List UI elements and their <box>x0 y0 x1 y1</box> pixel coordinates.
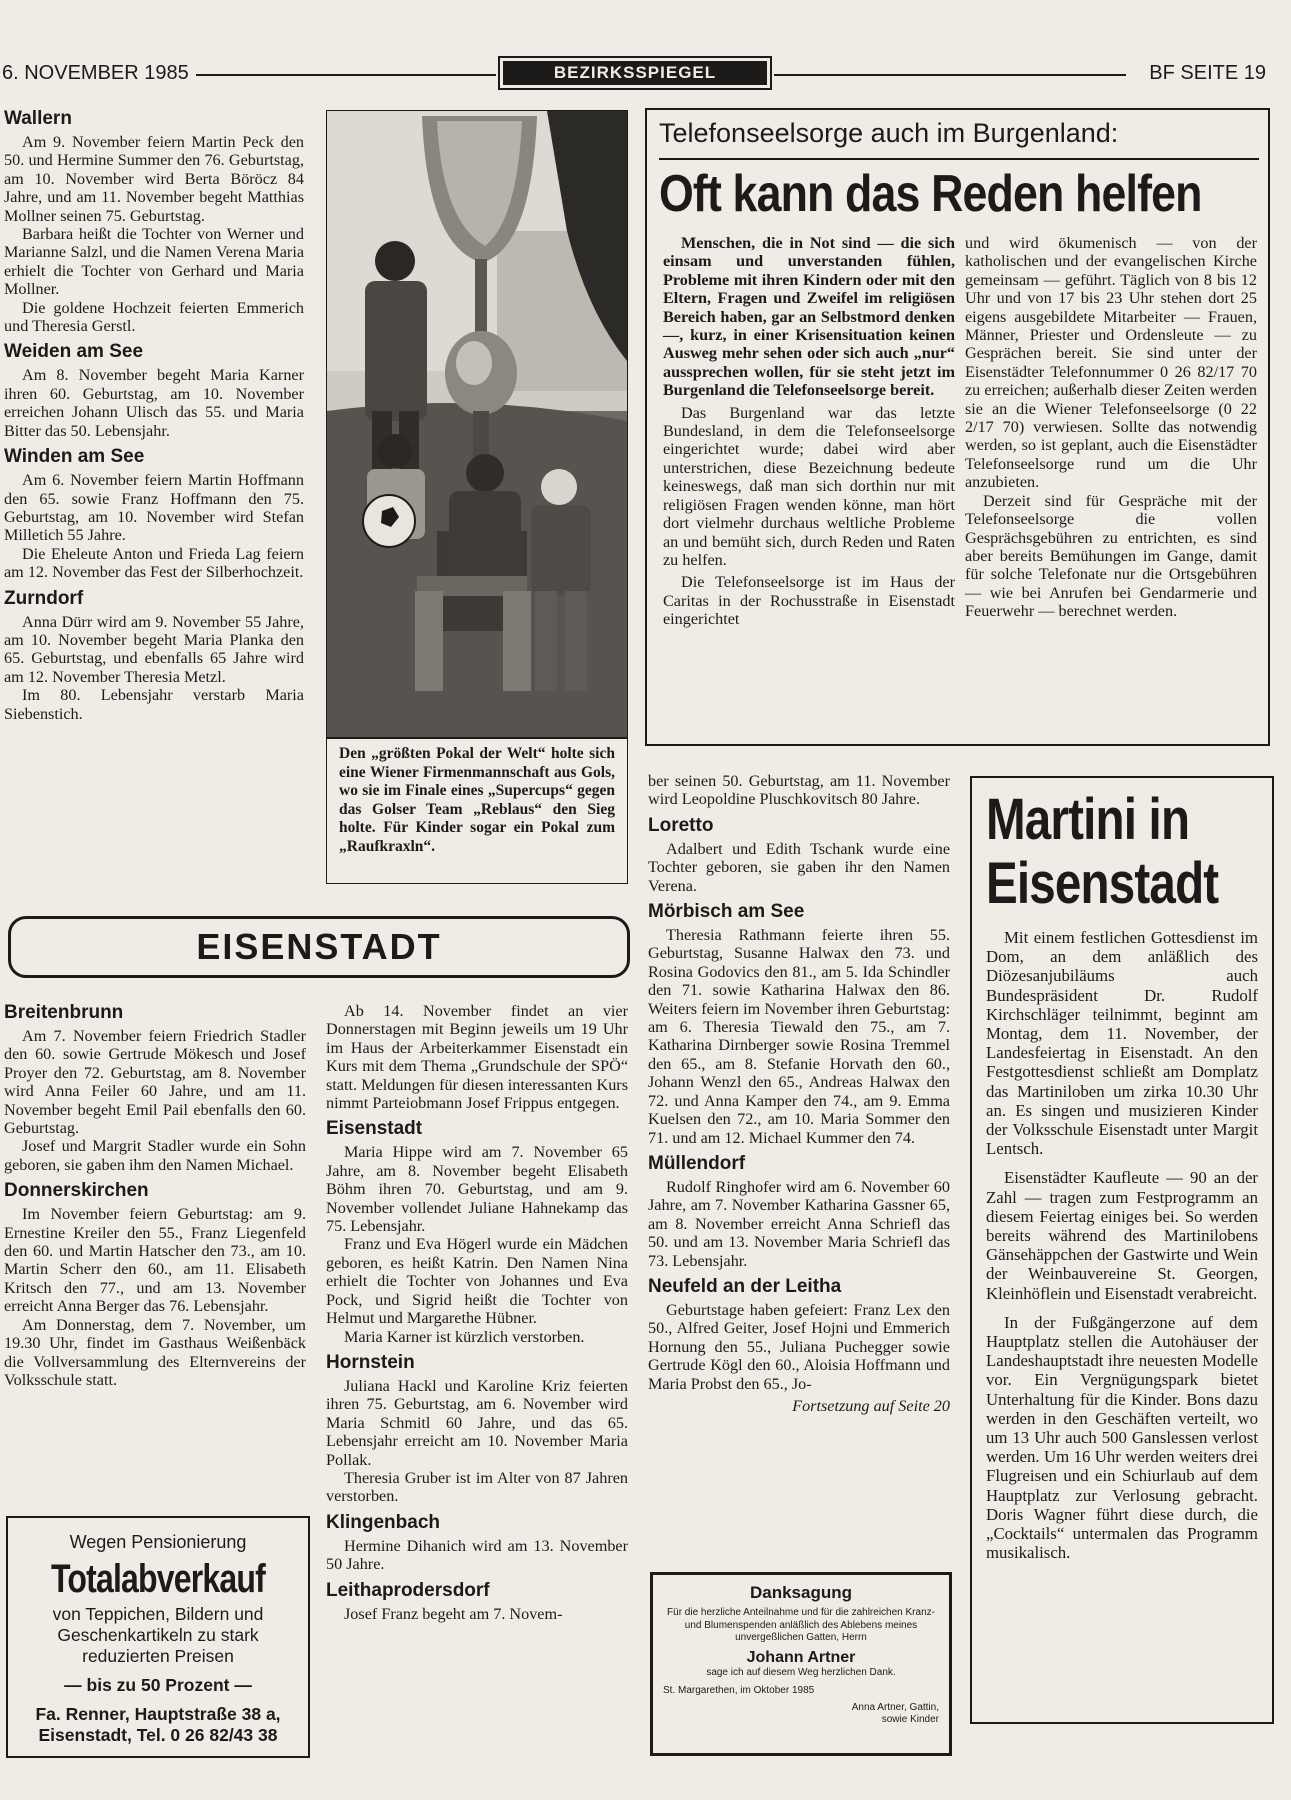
article-body <box>986 928 1258 1563</box>
trophy-photo-image <box>327 111 627 737</box>
section-heading: Wallern <box>4 108 72 129</box>
section-banner <box>498 56 772 90</box>
section-winden <box>4 446 304 581</box>
article-paragraph: Am 6. November feiern Martin Hoffmann den 65. sowie Franz Hoffmann den 75. Geburtstag, am 10. November wird Stefan Milletich 55 Jahre. <box>4 471 304 545</box>
article-paragraph: Im 80. Lebensjahr verstarb Maria Siebenstich. <box>4 686 304 723</box>
section-heading: Weiden am See <box>4 341 144 363</box>
section-heading: Eisenstadt <box>326 1118 423 1140</box>
ad-line: Wegen Pensionierung <box>69 1532 247 1552</box>
article-martini <box>970 776 1274 1724</box>
section-title: BEZIRKSSPIEGEL <box>503 61 767 85</box>
article-paragraph: Rudolf Ringhofer wird am 6. November 60 Jahre, am 7. November Katharina Gassner 65, am 8. November erreicht Anna Schriefl das 50. und am 13. November Maria Schriefl das 73. Lebensjahr. <box>648 1177 950 1270</box>
article-paragraph: Im November feiern Geburtstag: am 9. Ernestine Kreiler den 55., Franz Liegenfeld den 60. und Martin Hatscher den 73., am 10. Martin Scherr den 60., am 11. Elisabeth Kritsch den 77., und am 13. November erreicht Anna Berger das 76. Lebensjahr. <box>4 1205 306 1316</box>
article-paragraph: Eisenstädter Kaufleute — 90 an der Zahl — tragen zum Festprogramm an diesem Feiertag einiges bei. So werden bereits während des Martinilobens Gänsehäppchen der Gastwirte und Wein der Weinbauvereine St. Georgen, Kleinhöflein und Eisenstadt verabreicht. <box>986 1168 1258 1303</box>
notice-text-2: sage ich auf diesem Weg herzlichen Dank. <box>706 1666 896 1678</box>
ad-phone: Eisenstadt, Tel. 0 26 82/43 38 <box>38 1725 278 1745</box>
notice-name: Johann Artner <box>746 1648 856 1666</box>
article-column-right <box>965 234 1257 621</box>
section-heading: Zurndorf <box>4 587 84 609</box>
article-paragraph: und wird ökumenisch — von der katholischen und der evangelischen Kirche gemeinsam — geführt. Täglich von 8 bis 12 Uhr und von 17 bis 23 Uhr stehen dort 25 eigens ausgebildete Mitarbeiter — Frauen, Männer, Priester und Ordensleute — zu Gesprächen bereit. Sie sind unter der Eisenstädter Telefonnummer 0 26 82/17 70 zu erreichen; außerhalb dieser Zeiten werden sie an die Wiener Telefonseelsorge (0 22 2/17 70) verwiesen. Sollte das notwendig werden, so ist geplant, auch die Eisenstädter Telefonseelsorge rund um die Uhr anzubieten. <box>965 234 1257 492</box>
header-rule-left <box>196 74 496 76</box>
article-kicker: Telefonseelsorge auch im Burgenland: <box>659 118 1119 148</box>
column-1-top <box>4 108 304 723</box>
article-lead: Menschen, die in Not sind — die sich einsam und unverstanden fühlen, Probleme mit ihren Kindern oder mit den Eltern, Fragen und Zweifel im religiösen Bereich haben, gar an Selbstmord denken —, kurz, in einer Krisensituation keinen Ausweg mehr sehen oder sich auch „nur“ aussprechen wollen, für sie steht jetzt im Burgenland die Telefonseelsorge bereit. <box>663 234 955 400</box>
section-heading: Hornstein <box>326 1351 415 1373</box>
article-headline-2: Eisenstadt <box>986 851 1219 916</box>
eisenstadt-banner: EISENSTADT <box>8 916 630 978</box>
section-hornstein <box>326 1352 628 1506</box>
photo-giant-trophy <box>326 110 628 738</box>
article-headline: Oft kann das Reden helfen <box>659 165 1202 223</box>
article-paragraph: Am 9. November feiern Martin Peck den 50. und Hermine Summer den 76. Geburtstag, am 10. November wird Berta Böröcz 84 Jahre, und am 11. November begeht Matthias Mollner seinen 75. Geburtstag. <box>4 133 304 225</box>
section-weiden <box>4 341 304 440</box>
photo-caption: Den „größten Pokal der Welt“ holte sich eine Wiener Firmenmannschaft aus Gols, wo sie im Finale eines „Supercups“ gegen das Golser Team „Reblaus“ den Sieg holte. Für Kinder sogar ein Pokal zum „Raufkraxln“. <box>339 745 615 855</box>
article-paragraph: Maria Karner ist kürzlich verstorben. <box>344 1327 585 1346</box>
issue-date: 6. NOVEMBER 1985 <box>2 62 189 84</box>
article-paragraph: Juliana Hackl und Karoline Kriz feierten ihren 75. Geburtstag, am 6. November wird Maria Schmitl 60 Jahre, und das 65. Lebensjahr erreicht am 10. November Maria Pollak. <box>326 1376 628 1469</box>
article-paragraph: Anna Dürr wird am 9. November 55 Jahre, am 10. November begeht Maria Planka den 65. Geburtstag, und ebenfalls 65 Jahre wird am 12. November Theresia Metzl. <box>4 612 304 686</box>
article-paragraph: Am Donnerstag, dem 7. November, um 19.30 Uhr, findet im Gasthaus Weißenbäck die Vollversammlung des Elternvereins der Volksschule statt. <box>4 1315 306 1389</box>
column-2-bottom <box>326 1002 628 1623</box>
ad-title: Totalabverkauf <box>50 1557 266 1601</box>
article-paragraph: Josef und Margrit Stadler wurde ein Sohn geboren, sie gaben ihm den Namen Michael. <box>4 1137 306 1174</box>
section-heading: Breitenbrunn <box>4 1002 124 1023</box>
section-donnerskirchen <box>4 1180 306 1389</box>
article-paragraph: Maria Hippe wird am 7. November 65 Jahre, am 8. November begeht Elisabeth Böhm ihren 70. Geburtstag, und am 9. November vollendet Juliane Hahnekamp das 75. Lebensjahr. <box>326 1143 628 1236</box>
ad-totalabverkauf <box>6 1516 310 1758</box>
notice-place: St. Margarethen, im Oktober 1985 <box>663 1685 815 1696</box>
section-heading: Leithaprodersdorf <box>326 1579 490 1601</box>
notice-danksagung <box>650 1572 952 1756</box>
article-paragraph: Josef Franz begeht am 7. Novem- <box>344 1604 563 1623</box>
article-paragraph: Die Telefonseelsorge ist im Haus der Caritas in der Rochusstraße in Eisenstadt eingerichtet <box>663 573 955 629</box>
article-paragraph: Barbara heißt die Tochter von Werner und Marianne Salzl, und die Namen Verena Maria erhielt die Tochter von Gerhard und Maria Mollner. <box>4 225 304 299</box>
ad-discount: — bis zu 50 Prozent — <box>64 1675 252 1695</box>
article-paragraph: Geburtstage haben gefeiert: Franz Lex den 50., Alfred Geiter, Josef Hojni und Emmerich Hornung den 55., Juliana Puchegger sowie Gertrude Kögl den 60., Aloisia Hoffmann und Maria Probst den 65., Jo- <box>648 1300 950 1393</box>
section-neufeld <box>648 1276 950 1393</box>
notice-title: Danksagung <box>749 1583 853 1602</box>
article-paragraph: Derzeit sind für Gespräche mit der Telefonseelsorge die vollen Gesprächsgebühren zu entrichten, es sind aber bereits Bemühungen im Gange, damit für solche Telefonate nur die Ortsgebühren — wie bei Anrufen bei Gendarmerie und Feuerwehr — berechnet werden. <box>965 491 1257 621</box>
section-klingenbach <box>326 1512 628 1574</box>
section-zurndorf <box>4 588 304 723</box>
article-paragraph: Hermine Dihanich wird am 13. November 50 Jahre. <box>326 1536 628 1574</box>
article-paragraph: Die goldene Hochzeit feierten Emmerich und Theresia Gerstl. <box>4 298 304 336</box>
ad-body: von Teppichen, Bildern und Geschenkartikeln zu stark reduzierten Preisen <box>52 1604 264 1666</box>
notice-signature: Anna Artner, Gattin, <box>851 1701 939 1713</box>
column-3 <box>648 772 950 1415</box>
section-heading: Loretto <box>648 814 714 836</box>
article-headline: Martini in <box>986 787 1190 852</box>
article-paragraph: In der Fußgängerzone auf dem Hauptplatz stellen die Autohäuser der Landeshauptstadt ihre neuesten Modelle vor. Ein Vergnügungspark bietet Unterhaltung für die Kinder. Bons dazu werden in den Geschäften verteilt, wo um 13 Uhr auch 500 Ganslessen verlost werden. Um 16 Uhr werden weiters drei Flugreisen und ein Schiurlaub auf dem Hauptplatz zur Verlosung gebracht. Doris Wagner führt diese durch, die „Cocktails“ untermalen das Programm musikalisch. <box>986 1312 1258 1563</box>
notice-signature-2: sowie Kinder <box>881 1714 939 1725</box>
article-paragraph: Ab 14. November findet an vier Donnerstagen mit Beginn jeweils um 19 Uhr im Haus der Arbeiterkammer Eisenstadt ein Kurs mit dem Thema „Grundschule der SPÖ“ statt. Meldungen für diesen interessanten Kurs nimmt Parteiobmann Josef Frippus entgegen. <box>326 1002 628 1113</box>
section-leithaprodersdorf <box>326 1580 628 1623</box>
column-1-bottom <box>4 1002 306 1389</box>
section-heading: Klingenbach <box>326 1511 441 1533</box>
article-paragraph: Das Burgenland war das letzte Bundesland, in dem die Telefonseelsorge eingerichtet wurde; dabei wird aber unterstrichen, diese Bezeichnung bedeute keineswegs, daß man sich dorthin nur mit religiösen Fragen wenden könne, man hört dort vielmehr durchaus weltliche Probleme an und bemüht sich, durch Reden und Raten zu helfen. <box>663 403 955 569</box>
article-paragraph: ber seinen 50. Geburtstag, am 11. November wird Leopoldine Pluschkovitsch 80 Jahre. <box>648 772 950 809</box>
section-heading: Winden am See <box>4 446 145 468</box>
section-moerbisch <box>648 901 950 1147</box>
section-heading: Müllendorf <box>648 1152 746 1174</box>
article-paragraph: Mit einem festlichen Gottesdienst im Dom, an dem anläßlich des Diözesanjubiläums auch Bundespräsident Dr. Rudolf Kirchschläger teilnimmt, beginnt am Montag, dem 11. November, der Landesfeiertag in Eisenstadt. An den Festgottesdienst schließt am Domplatz das Martiniloben um zirka 10.30 Uhr an. Es singen und musizieren Kinder der Volksschule Eisenstadt unter Margit Lentsch. <box>986 928 1258 1159</box>
notice-text: Für die herzliche Anteilnahme und für die zahlreichen Kranz- und Blumenspenden anläßlich des Ablebens meines unvergeßlichen Gatten, Herrn <box>667 1607 935 1643</box>
article-paragraph: Am 7. November feiern Friedrich Stadler den 60. sowie Gertrude Mökesch und Josef Proyer den 72. Geburtstag, am 8. November wird Anna Feiler 60 Jahre, und am 11. November begeht Emil Pail ebenfalls den 60. Geburtstag. <box>4 1027 306 1138</box>
article-paragraph: Adalbert und Edith Tschank wurde eine Tochter geboren, sie gaben ihr den Namen Verena. <box>648 839 950 895</box>
section-heading: Neufeld an der Leitha <box>648 1275 842 1297</box>
article-telefonseelsorge <box>645 108 1270 746</box>
section-loretto <box>648 815 950 895</box>
section-wallern <box>4 108 304 335</box>
article-paragraph: Theresia Rathmann feierte ihren 55. Geburtstag, Susanne Halwax den 73. und Rosina Godovics den 81., am 5. Ida Schindler den 71. sowie Katharina Halwax den 86. Weiters feiern im November ihren Geburtstag: am 6. Theresia Tiewald den 75., am 7. Katharina Dirnberger sowie Rosina Tremmel den 65., am 8. Stefanie Horvath den 60., Johann Wenzl den 65., Andreas Halwax den 72. und Anna Kamper den 74., am 9. Emma Kuelsen den 72., am 10. Maria Sommer den 71. und am 12. Michael Kummer den 74. <box>648 926 950 1147</box>
article-paragraph: Am 8. November begeht Maria Karner ihren 60. Geburtstag, am 10. November erreichen Johann Ulisch das 55. und Maria Bitter das 50. Lebensjahr. <box>4 366 304 440</box>
kicker-rule <box>659 158 1259 160</box>
article-column-left <box>663 234 955 629</box>
section-eisenstadt <box>326 1118 628 1345</box>
ad-address: Fa. Renner, Hauptstraße 38 a, <box>35 1704 281 1724</box>
section-breitenbrunn <box>4 1002 306 1174</box>
section-muellendorf <box>648 1153 950 1270</box>
section-heading: Donnerskirchen <box>4 1180 149 1202</box>
section-heading: Mörbisch am See <box>648 901 805 923</box>
article-paragraph: Theresia Gruber ist im Alter von 87 Jahren verstorben. <box>326 1468 628 1506</box>
page-number: BF SEITE 19 <box>1149 62 1266 84</box>
article-paragraph: Franz und Eva Högerl wurde ein Mädchen geboren, es heißt Katrin. Den Namen Nina erhielt die Tochter von Johannes und Eva Pock, und Sigrid heißt die Tochter von Helmut und Margarethe Hübner. <box>326 1235 628 1328</box>
article-paragraph: Die Eheleute Anton und Frieda Lag feiern am 12. November das Fest der Silberhochzeit. <box>4 544 304 582</box>
header-rule-right <box>774 74 1126 76</box>
photo-caption-box <box>326 738 628 884</box>
continuation-note: Fortsetzung auf Seite 20 <box>792 1396 950 1415</box>
